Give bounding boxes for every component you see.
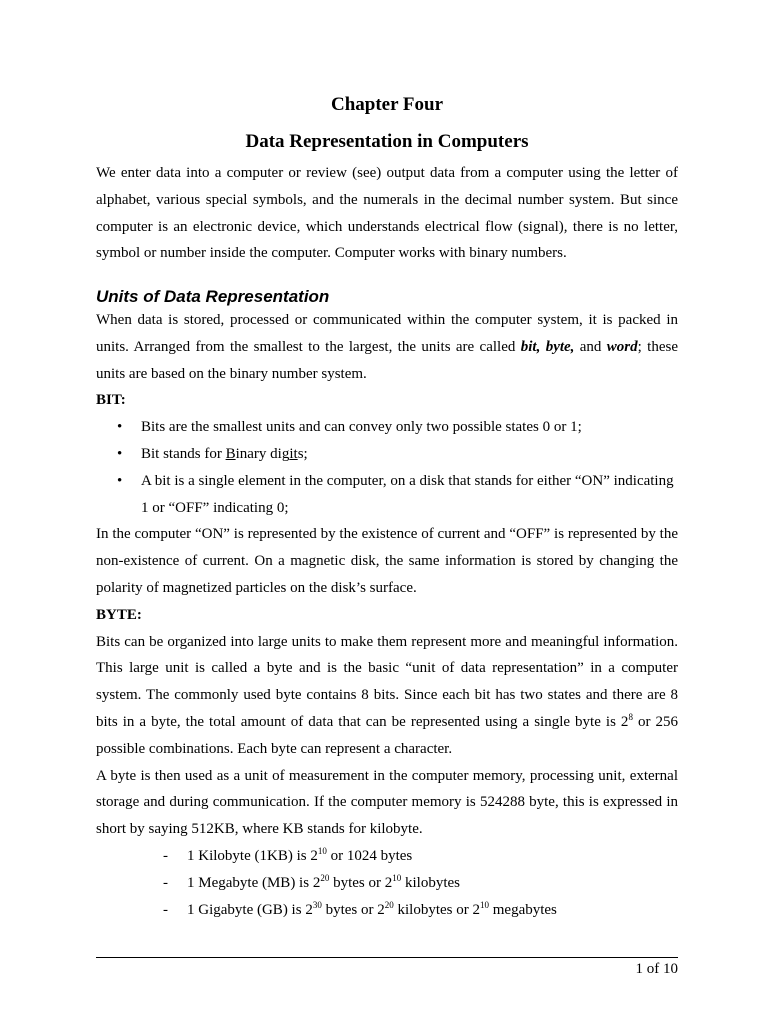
byte-label: BYTE: — [96, 606, 142, 623]
gb-before: 1 Gigabyte (GB) is 2 — [187, 901, 313, 918]
footer-divider — [96, 957, 678, 958]
bit-bullet-item — [96, 468, 678, 522]
kb-before: 1 Kilobyte (1KB) is 2 — [187, 847, 318, 864]
bit-label: BIT: — [96, 392, 126, 409]
conversion-item-megabyte — [96, 870, 678, 897]
page-number: 1 of 10 — [635, 961, 678, 977]
mb-exp2: 10 — [392, 872, 402, 883]
gb-mid2: kilobytes or 2 — [393, 901, 480, 918]
kb-after: or 1024 bytes — [326, 847, 413, 864]
byte-p1-before: Bits can be organized into large units to make them represent more and meaningful information. This large unit is called a byte and is the basic “unit of data representation” in a computer system. The commonly used byte contains 8 bits. Since each bit has two states and there are 8 bits in a byte, the total amount of data that can be represented using a single byte is 2 — [96, 633, 678, 730]
gb-mid1: bytes or 2 — [321, 901, 385, 918]
dash-marker: - — [163, 847, 168, 864]
bullet-icon: • — [117, 445, 123, 462]
bit-bullet-list — [96, 414, 678, 521]
gb-exp3: 10 — [480, 899, 489, 910]
gb-exp1: 30 — [312, 899, 322, 910]
byte-paragraph-1 — [96, 629, 678, 763]
bit-acronym-mid: inary dig — [235, 445, 290, 462]
term-bit: bit, — [520, 338, 541, 355]
main-content — [96, 307, 678, 923]
bit-bullet-item — [96, 414, 678, 441]
bit-bullet-text: A bit is a single element in the computer, on a disk that stands for either “ON” indicating 1 or “OFF” indicating 0; — [141, 472, 674, 516]
bit-acronym-b: B — [225, 445, 236, 462]
bit-acronym-it: it — [289, 445, 298, 462]
term-word: word — [606, 338, 638, 355]
dash-marker: - — [163, 874, 168, 891]
conversion-item-gigabyte — [96, 897, 678, 924]
bullet-icon: • — [117, 419, 123, 436]
gb-exp2: 20 — [384, 899, 394, 910]
intro-text: We enter data into a computer or review (see) output data from a computer using the letter of alphabet, various special symbols, and the numerals in the decimal number system. But since computer is an electronic device, which understands electrical flow (signal), there is no letter, symbol or number inside the computer. Computer works with binary numbers. — [96, 165, 678, 262]
unit-conversion-list — [96, 843, 678, 923]
bullet-icon: • — [117, 472, 123, 489]
mb-before: 1 Megabyte (MB) is 2 — [187, 874, 321, 891]
bit-paragraph: In the computer “ON” is represented by the existence of current and “OFF” is represented by the non-existence of current. On a magnetic disk, the same information is stored by changing the polarity of magnetized particles on the disk’s surface. — [96, 526, 678, 596]
mb-exp1: 20 — [320, 872, 330, 883]
bit-acronym-before: Bit stands for — [141, 445, 226, 462]
byte-p1-exponent: 8 — [628, 711, 633, 722]
term-byte: byte, — [545, 338, 575, 355]
units-text-before: When data is stored, processed or communicated within the computer system, it is packed in units. Arranged from the smallest to the largest, the units are called — [96, 312, 678, 355]
units-text-after: ; these units are based on the binary number system. — [96, 338, 678, 382]
byte-paragraph-2: A byte is then used as a unit of measurement in the computer memory, processing unit, external storage and during communication. If the computer memory is 524288 byte, this is expressed in short by saying 512KB, where KB stands for kilobyte. — [96, 767, 678, 838]
chapter-title: Data Representation in Computers — [245, 131, 529, 152]
section-heading-units: Units of Data Representation — [96, 287, 330, 306]
bit-bullet-text: Bits are the smallest units and can convey only two possible states 0 or 1; — [141, 419, 582, 436]
bit-acronym-after: s; — [297, 445, 308, 462]
kb-exp1: 10 — [317, 845, 327, 856]
mb-mid: bytes or 2 — [329, 874, 393, 891]
units-text-and: and — [574, 338, 607, 355]
bit-bullet-item — [96, 441, 678, 468]
units-paragraph — [96, 307, 678, 387]
mb-after: kilobytes — [401, 874, 460, 891]
conversion-item-kilobyte — [96, 843, 678, 870]
byte-p1-after: or 256 possible combinations. Each byte can represent a character. — [96, 713, 678, 757]
intro-paragraph — [96, 160, 678, 267]
dash-marker: - — [163, 901, 168, 918]
gb-after: megabytes — [489, 901, 557, 918]
chapter-number-heading: Chapter Four — [330, 94, 444, 115]
